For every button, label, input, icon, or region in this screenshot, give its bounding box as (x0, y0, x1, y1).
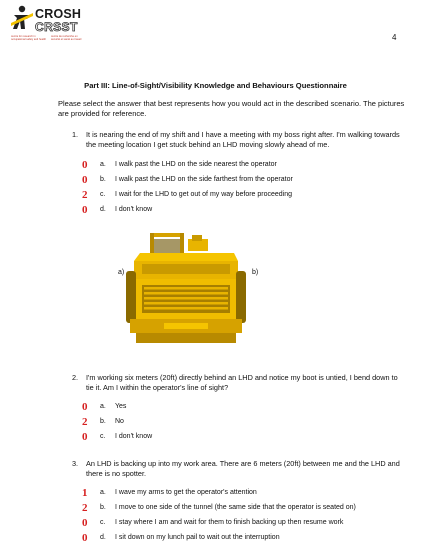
option-letter: b. (100, 176, 106, 183)
image-label-b: b) (252, 269, 259, 276)
option-text: I walk past the LHD on the side farthest from the operator (115, 176, 293, 183)
option-text: I don't know (115, 433, 153, 440)
option-letter: c. (100, 433, 106, 440)
section-title: Part III: Line-of-Sight/Visibility Knowledge and Behaviours Questionnaire (84, 81, 347, 90)
score-value: 0 (82, 174, 88, 186)
option-text: I wave my arms to get the operator's attention (115, 489, 257, 496)
option-text: Yes (115, 403, 127, 410)
logo-text-crosh: CROSH (35, 7, 82, 21)
option-letter: d. (100, 534, 106, 541)
option-text: I don't know (115, 206, 153, 213)
intro-text: Please select the answer that best represents how you would act in the described scenario. The pictures are provided for reference. (58, 99, 405, 118)
logo-text-crsst: CRSST (35, 20, 78, 34)
logo-figure-icon (11, 5, 33, 31)
score-value: 0 (82, 532, 88, 544)
score-value: 2 (82, 502, 88, 514)
score-value: 0 (82, 204, 88, 216)
option-text: No (115, 418, 124, 425)
question-number: 2. (72, 373, 79, 382)
option-letter: a. (100, 489, 106, 496)
option-letter: a. (100, 403, 106, 410)
crosh-logo (11, 5, 91, 47)
question-text: It is nearing the end of my shift and I have a meeting with my boss right after. I'm walking towards the meeting location I get stuck behind an LHD moving slowly ahead of me. (86, 130, 400, 149)
score-value: 2 (82, 416, 88, 428)
question-text: An LHD is backing up into my work area. There are 6 meters (20ft) between me and the LHD and there is no spotter. (86, 459, 400, 478)
option-text: I walk past the LHD on the side nearest the operator (115, 161, 277, 168)
score-value: 1 (82, 487, 88, 499)
score-value: 0 (82, 517, 88, 529)
option-letter: c. (100, 519, 106, 526)
option-letter: d. (100, 206, 106, 213)
score-value: 0 (82, 431, 88, 443)
option-text: I wait for the LHD to get out of my way before proceeding (115, 191, 293, 198)
score-value: 2 (82, 189, 88, 201)
option-letter: a. (100, 161, 106, 168)
page-number: 4 (392, 33, 397, 42)
question-number: 1. (72, 130, 79, 139)
option-letter: b. (100, 504, 106, 511)
score-value: 0 (82, 159, 88, 171)
option-text: I sit down on my lunch pail to wait out the interruption (115, 534, 280, 541)
option-text: I stay where I am and wait for them to finish backing up then resume work (115, 519, 344, 526)
logo-subtext-fr: centre de recherche en sécurité et santé au travail (51, 35, 82, 41)
question-number: 3. (72, 459, 79, 468)
logo-subtext-en: centre for research in occupational safety and health (11, 35, 47, 41)
option-text: I move to one side of the tunnel (the same side that the operator is seated on) (115, 504, 356, 511)
option-letter: c. (100, 191, 106, 198)
score-value: 0 (82, 401, 88, 413)
image-label-a: a) (118, 269, 125, 276)
lhd-vehicle-image (126, 231, 246, 345)
question-text: I'm working six meters (20ft) directly behind an LHD and notice my boot is untied, I bend down to tie it. Am I within the operator's line of sight? (86, 373, 398, 392)
option-letter: b. (100, 418, 106, 425)
